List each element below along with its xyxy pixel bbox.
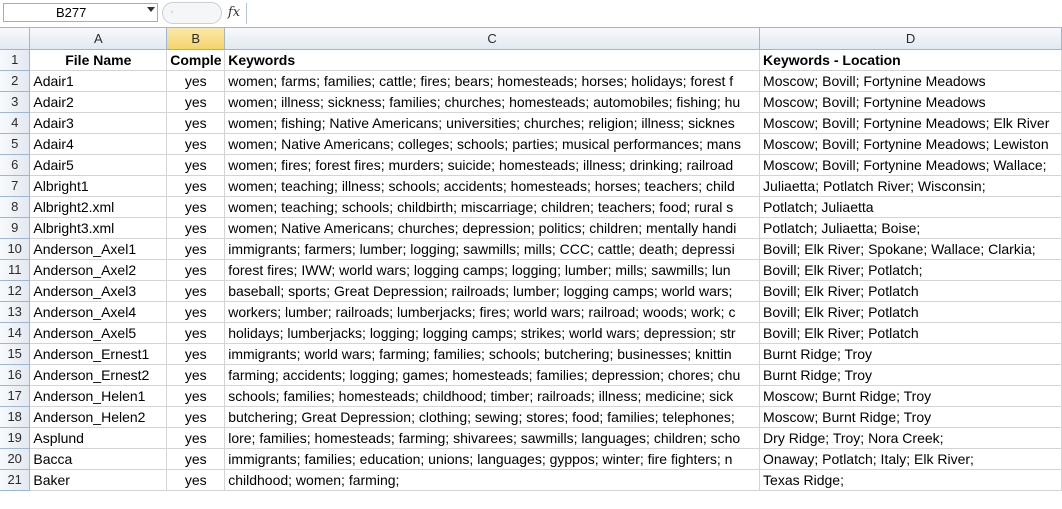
row-header[interactable]: 7 (0, 175, 30, 196)
cell-keywords-location[interactable]: Potlatch; Juliaetta (760, 196, 1062, 217)
cell-file-name[interactable]: Adair5 (30, 154, 167, 175)
cell-complete[interactable]: yes (167, 385, 225, 406)
cell-file-name[interactable]: Anderson_Axel2 (30, 259, 167, 280)
cell-keywords[interactable]: schools; families; homesteads; childhood; timber; railroads; illness; medicine; sick (225, 385, 760, 406)
table-row (0, 280, 1062, 301)
row-header[interactable]: 8 (0, 196, 30, 217)
cell-keywords[interactable]: immigrants; world wars; farming; families; schools; butchering; businesses; knittin (225, 343, 760, 364)
column-header-row (0, 28, 1062, 49)
cell-complete[interactable]: yes (167, 448, 225, 469)
cell-keywords[interactable]: baseball; sports; Great Depression; railroads; lumber; logging camps; world wars; (225, 280, 760, 301)
cell-keywords-location[interactable]: Burnt Ridge; Troy (760, 364, 1062, 385)
formula-bar (0, 0, 1062, 28)
row-header[interactable]: 4 (0, 112, 30, 133)
table-row (0, 217, 1062, 238)
table-row (0, 91, 1062, 112)
cell-file-name[interactable]: Anderson_Axel5 (30, 322, 167, 343)
column-header-c[interactable]: C (225, 28, 760, 49)
table-row (0, 406, 1062, 427)
row-header[interactable]: 19 (0, 427, 30, 448)
row-header[interactable]: 1 (0, 49, 30, 70)
cell-complete[interactable]: yes (167, 91, 225, 112)
cell-file-name[interactable]: Anderson_Helen2 (30, 406, 167, 427)
table-row (0, 112, 1062, 133)
cell-file-name[interactable]: Anderson_Axel4 (30, 301, 167, 322)
chevron-down-icon[interactable] (147, 7, 155, 12)
cell-keywords-location[interactable]: Moscow; Burnt Ridge; Troy (760, 385, 1062, 406)
cell-keywords[interactable]: women; teaching; schools; childbirth; miscarriage; children; teachers; food; rural s (225, 196, 760, 217)
table-row (0, 238, 1062, 259)
cell-keywords[interactable]: farming; accidents; logging; games; homesteads; families; depression; chores; chu (225, 364, 760, 385)
table-row (0, 259, 1062, 280)
cell-complete[interactable]: yes (167, 175, 225, 196)
table-row (0, 448, 1062, 469)
table-row (0, 70, 1062, 91)
row-header[interactable]: 6 (0, 154, 30, 175)
cell-keywords-location[interactable]: Bovill; Elk River; Potlatch (760, 322, 1062, 343)
cell-keywords[interactable]: women; illness; sickness; families; churches; homesteads; automobiles; fishing; hu (225, 91, 760, 112)
header-data-row (0, 49, 1062, 70)
worksheet-table (0, 28, 1062, 491)
row-header[interactable]: 17 (0, 385, 30, 406)
cell-file-name[interactable]: Asplund (30, 427, 167, 448)
cell-keywords[interactable]: butchering; Great Depression; clothing; sewing; stores; food; families; telephones; (225, 406, 760, 427)
cell-keywords[interactable]: women; teaching; illness; schools; accidents; homesteads; horses; teachers; child (225, 175, 760, 196)
row-header[interactable]: 18 (0, 406, 30, 427)
cell-file-name[interactable]: Adair1 (30, 70, 167, 91)
cell-file-name[interactable]: Adair4 (30, 133, 167, 154)
cell-keywords-header[interactable]: Keywords (225, 49, 760, 70)
row-header[interactable]: 15 (0, 343, 30, 364)
cell-complete[interactable]: yes (167, 217, 225, 238)
cell-file-name[interactable]: Baker (30, 469, 167, 490)
cell-keywords-location[interactable]: Bovill; Elk River; Spokane; Wallace; Clarkia; (760, 238, 1062, 259)
table-row (0, 175, 1062, 196)
cell-complete[interactable]: yes (167, 280, 225, 301)
row-header[interactable]: 11 (0, 259, 30, 280)
cell-file-name[interactable]: Albright1 (30, 175, 167, 196)
select-all-button[interactable] (0, 28, 30, 49)
cell-keywords[interactable]: childhood; women; farming; (225, 469, 760, 490)
cell-complete[interactable]: yes (167, 238, 225, 259)
cell-file-name[interactable]: Anderson_Axel3 (30, 280, 167, 301)
row-header[interactable]: 10 (0, 238, 30, 259)
cell-complete[interactable]: yes (167, 364, 225, 385)
cell-keywords-location[interactable]: Moscow; Burnt Ridge; Troy (760, 406, 1062, 427)
row-header[interactable]: 13 (0, 301, 30, 322)
row-header[interactable]: 9 (0, 217, 30, 238)
cell-complete[interactable]: yes (167, 427, 225, 448)
cell-keywords[interactable]: workers; lumber; railroads; lumberjacks; fires; world wars; railroad; woods; work; c (225, 301, 760, 322)
cell-complete[interactable]: yes (167, 301, 225, 322)
cell-file-name[interactable]: Anderson_Axel1 (30, 238, 167, 259)
cell-keywords-location[interactable]: Moscow; Bovill; Fortynine Meadows (760, 91, 1062, 112)
cell-complete[interactable]: yes (167, 196, 225, 217)
cell-keywords[interactable]: immigrants; farmers; lumber; logging; sawmills; mills; CCC; cattle; death; depressi (225, 238, 760, 259)
row-header[interactable]: 3 (0, 91, 30, 112)
name-box-value: B277 (56, 5, 87, 20)
cell-keywords-location[interactable]: Moscow; Bovill; Fortynine Meadows; Lewiston (760, 133, 1062, 154)
more-icon[interactable]: ◦ (170, 7, 174, 18)
column-header-d[interactable]: D (760, 28, 1062, 49)
cell-keywords-location[interactable]: Moscow; Bovill; Fortynine Meadows; Elk River (760, 112, 1062, 133)
cell-complete[interactable]: yes (167, 469, 225, 490)
row-header[interactable]: 20 (0, 448, 30, 469)
cell-complete[interactable]: yes (167, 259, 225, 280)
cell-keywords-location-header[interactable]: Keywords - Location (760, 49, 1062, 70)
table-row (0, 133, 1062, 154)
cell-keywords[interactable]: immigrants; families; education; unions; languages; gyppos; winter; fire fighters; n (225, 448, 760, 469)
cell-keywords-location[interactable]: Onaway; Potlatch; Italy; Elk River; (760, 448, 1062, 469)
cell-keywords-location[interactable]: Texas Ridge; (760, 469, 1062, 490)
cell-complete[interactable]: yes (167, 133, 225, 154)
cell-keywords-location[interactable]: Potlatch; Juliaetta; Boise; (760, 217, 1062, 238)
cell-keywords[interactable]: women; farms; families; cattle; fires; bears; homesteads; horses; holidays; forest f (225, 70, 760, 91)
cell-keywords[interactable]: women; Native Americans; colleges; schools; parties; musical performances; mans (225, 133, 760, 154)
cell-file-name[interactable]: Albright3.xml (30, 217, 167, 238)
cell-file-name[interactable]: Albright2.xml (30, 196, 167, 217)
cell-keywords[interactable]: women; fishing; Native Americans; universities; churches; religion; illness; sicknes (225, 112, 760, 133)
cell-file-name[interactable]: Anderson_Ernest2 (30, 364, 167, 385)
row-header[interactable]: 16 (0, 364, 30, 385)
cell-file-name[interactable]: Anderson_Ernest1 (30, 343, 167, 364)
formula-input[interactable] (248, 3, 1058, 24)
cell-complete[interactable]: yes (167, 112, 225, 133)
cell-keywords-location[interactable]: Moscow; Bovill; Fortynine Meadows; Wallace; (760, 154, 1062, 175)
cell-complete-header[interactable]: Comple (167, 49, 225, 70)
column-header-a[interactable]: A (30, 28, 167, 49)
cell-keywords[interactable]: lore; families; homesteads; farming; shivarees; sawmills; languages; children; scho (225, 427, 760, 448)
row-header[interactable]: 14 (0, 322, 30, 343)
cell-keywords-location[interactable]: Dry Ridge; Troy; Nora Creek; (760, 427, 1062, 448)
cell-keywords-location[interactable]: Moscow; Bovill; Fortynine Meadows (760, 70, 1062, 91)
cell-keywords-location[interactable]: Burnt Ridge; Troy (760, 343, 1062, 364)
cell-keywords[interactable]: holidays; lumberjacks; logging; logging camps; strikes; world wars; depression; str (225, 322, 760, 343)
row-header[interactable]: 12 (0, 280, 30, 301)
cell-file-name[interactable]: Adair2 (30, 91, 167, 112)
cell-file-name-header[interactable]: File Name (30, 49, 167, 70)
cell-complete[interactable]: yes (167, 406, 225, 427)
table-row (0, 469, 1062, 490)
cell-keywords[interactable]: forest fires; IWW; world wars; logging camps; logging; lumber; mills; sawmills; lun (225, 259, 760, 280)
cell-keywords-location[interactable]: Bovill; Elk River; Potlatch; (760, 259, 1062, 280)
column-header-b[interactable]: B (167, 28, 225, 49)
cell-keywords-location[interactable]: Bovill; Elk River; Potlatch (760, 280, 1062, 301)
cell-complete[interactable]: yes (167, 70, 225, 91)
cell-keywords-location[interactable]: Bovill; Elk River; Potlatch (760, 301, 1062, 322)
cell-complete[interactable]: yes (167, 154, 225, 175)
name-box[interactable] (3, 3, 158, 22)
table-row (0, 322, 1062, 343)
formula-bar-divider (246, 3, 247, 24)
cell-keywords[interactable]: women; fires; forest fires; murders; suicide; homesteads; illness; drinking; railroad (225, 154, 760, 175)
table-row (0, 385, 1062, 406)
spreadsheet-grid (0, 28, 1062, 491)
table-row (0, 343, 1062, 364)
insert-function-icon[interactable]: fx (227, 5, 241, 20)
cell-file-name[interactable]: Anderson_Helen1 (30, 385, 167, 406)
cell-keywords[interactable]: women; Native Americans; churches; depression; politics; children; mentally handi (225, 217, 760, 238)
cell-file-name[interactable]: Adair3 (30, 112, 167, 133)
cell-complete[interactable]: yes (167, 322, 225, 343)
cell-complete[interactable]: yes (167, 343, 225, 364)
table-row (0, 154, 1062, 175)
row-header[interactable]: 21 (0, 469, 30, 490)
cell-file-name[interactable]: Bacca (30, 448, 167, 469)
table-row (0, 301, 1062, 322)
row-header[interactable]: 5 (0, 133, 30, 154)
table-row (0, 364, 1062, 385)
cell-keywords-location[interactable]: Juliaetta; Potlatch River; Wisconsin; (760, 175, 1062, 196)
table-row (0, 427, 1062, 448)
table-row (0, 196, 1062, 217)
row-header[interactable]: 2 (0, 70, 30, 91)
